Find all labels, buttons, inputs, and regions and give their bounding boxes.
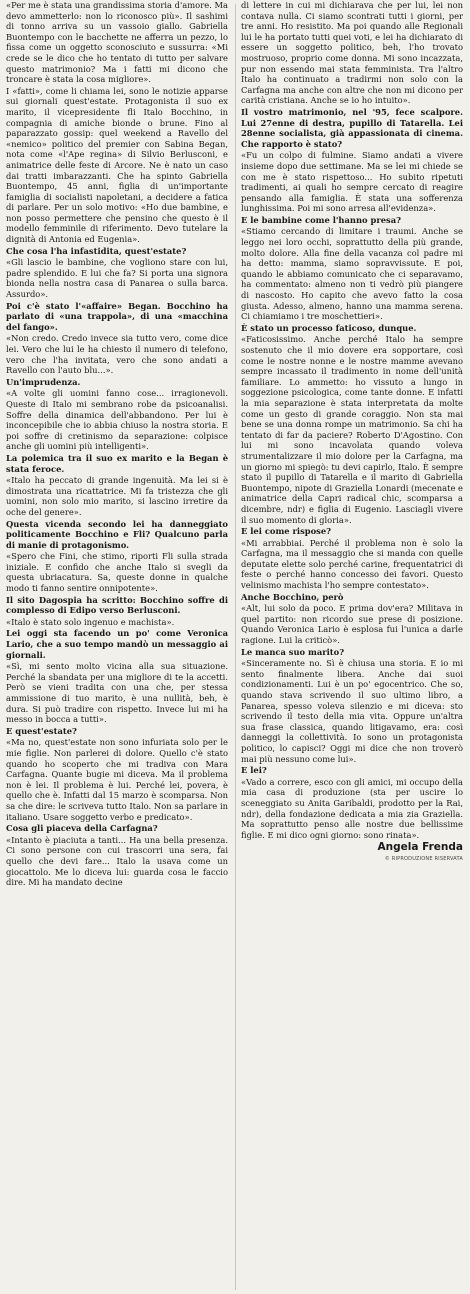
article-paragraph: «Ma no, quest'estate non sono infuriata solo per le mie figlie. Non parlerei di dolore. Quello c'è stato quando ho scoperto che mi tradiva con Mara Carfagna. Quante bugie mi diceva. Ma il problema non è lei. Il problema è lui. Perché lei, povera, è quello che è. Infatti dal 15 marzo è scomparsa. Non sa che dire: le scriveva tutto Italo. Non sa parlare in italiano. Usare soggetto verbo e predicato». <box>6 737 228 822</box>
author-signature: Angela Frenda <box>377 841 463 854</box>
article-paragraph: «Alt, lui solo da poco. E prima dov'era? Militava in quel partito: non ricordo sue prese di posizione. Quando Veronica Lario è esplosa fui l'unica a darle ragione. Lui la criticò». <box>241 603 463 646</box>
article-paragraph: «Gli lascio le bambine, che vogliono stare con lui, padre splendido. E lui che fa? Si porta una signora bionda nella nostra casa di Panarea o sulla barca. Assurdo». <box>6 257 228 300</box>
article-paragraph: «Fu un colpo di fulmine. Siamo andati a vivere insieme dopo due settimane. Ma se lei mi chiede se con me è stato rispettoso... Ho subito ripetuti tradimenti, ai quali ho sempre cercato di reagire pensando alla famiglia. È stata una sofferenza lunghissima. Poi mi sono arresa all'evidenza». <box>241 150 463 214</box>
article-column-left <box>6 0 228 1294</box>
article-paragraph: «Per me è stata una grandissima storia d'amore. Ma devo ammetterlo: non lo riconosco più». Il sashimi di tonno arriva su un vassoio giallo. Gabriella Buontempo con le bacchette ne afferra un pezzo, lo fissa come un oggetto sconosciuto e sussurra: «Mi crede se le dico che ho tentato di tutto per salvare questo matrimonio? Ma i fatti mi dicono che troncare è stata la cosa migliore». <box>6 0 228 85</box>
interview-question: Un'imprudenza. <box>6 376 81 387</box>
article-paragraph: I «fatti», come li chiama lei, sono le notizie apparse sui giornali quest'estate. Protagonista il suo ex marito, il vicepresidente fli Italo Bocchino, in compagnia di amiche bionde o brune. Fino al paparazzato gossip: quel weekend a Ravello del «nemico» politico del premier con Sabina Began, nota come «l'Ape regina» di Silvio Berlusconi, e animatrice delle feste di Arcore. Ne è nato un caso dai tratti imbarazzanti. Che ha spinto Gabriella Buontempo, 45 anni, figlia di un'importante famiglia di socialisti napoletani, a decidere a fatica di parlare. Per un solo motivo: «Ho due bambine, e non posso permettere che pensino che questo è il modello femminile di riferimento. Devo tutelare la dignità di Antonia ed Eugenia». <box>6 85 228 245</box>
copyright-notice: © RIPRODUZIONE RISERVATA <box>384 855 463 862</box>
interview-question: Che cosa l'ha infastidita, quest'estate? <box>6 245 187 256</box>
article-paragraph: «Faticosissimo. Anche perché Italo ha sempre sostenuto che il mio dovere era sopportare, così come le nostre nonne e le nostre mamme avevano sempre incassato il tradimento in nome dell'unità familiare. Lo ammetto: ho vissuto a lungo in soggezione psicologica, come tante donne. E infatti la mia separazione è stata interpretata da molte come un gesto di grande coraggio. Non sta mai bene se una donna rompe un matrimonio. Sa chi ha tentato di far da paciere? Roberto D'Agostino. Con lui mi sono incavolata quando voleva strumentalizzare il mio dolore per la Carfagna, ma un giorno mi spiegò: tu devi capirlo, Italo. È sempre stato il pupillo di Tatarella e il marito di Gabriella Buontempo, nipote di Graziella Lonardi (mecenate e animatrice della Capri radical chic, scomparsa a dicembre, ndr) e figlia di Eugenio. Lasciagli vivere il suo momento di gloria». <box>241 334 463 525</box>
article-paragraph: «Italo è stato solo ingenuo e machista». <box>6 616 175 627</box>
interview-question: Poi c'è stato l'«affaire» Began. Bocchino ha parlato di «una trappola», di una «macchina del fango». <box>6 300 228 332</box>
interview-question: E lei? <box>241 765 267 776</box>
interview-question: La polemica tra il suo ex marito e la Began è stata feroce. <box>6 452 228 474</box>
article-paragraph: «Non credo. Credo invece sia tutto vero, come dice lei. Vero che lui le ha chiesto il numero di telefono, vero che l'ha invitata, vero che sono andati a Ravello con l'auto blu...». <box>6 333 228 376</box>
interview-question: È stato un processo faticoso, dunque. <box>241 322 417 333</box>
article-paragraph: «Spero che Fini, che stimo, riporti Fli sulla strada iniziale. E confido che anche Italo si svegli da questa ubriacatura. Sa, queste donne in qualche modo ti fanno sentire onnipotente». <box>6 551 228 594</box>
article-paragraph: di lettere in cui mi dichiarava che per lui, lei non contava nulla. Ci siamo scontrati tutti i giorni, per tre anni. Ho resistito. Ma poi quando alle Regionali lui le ha portato tutti quei voti, e lei ha dichiarato di essere un soggetto politico, beh, l'ho trovato mostruoso, proprio come donna. Mi sono incazzata, pur non essendo mai stata femminista. Tra l'altro Italo ha continuato a tradirmi non solo con la Carfagna ma anche con altre che non mi dicono per carità cristiana. Anche se io ho intuito». <box>241 0 463 106</box>
article-paragraph: «Intanto è piaciuta a tanti... Ha una bella presenza. Ci sono persone con cui trascorri una sera, fai quello che devi fare... Italo la usava come un giocattolo. Me lo diceva lui: guarda cosa le faccio dire. Mi ha mandato decine <box>6 834 228 888</box>
interview-question: E lei come rispose? <box>241 526 332 537</box>
interview-question: Lei oggi sta facendo un po' come Veronica Lario, che a suo tempo mandò un messaggio ai giornali. <box>6 628 228 660</box>
interview-question: Anche Bocchino, però <box>241 591 344 602</box>
interview-question: E quest'estate? <box>6 725 77 736</box>
article-paragraph: «Sì, mi sento molto vicina alla sua situazione. Perché la sbandata per una migliore di te la accetti. Però se vieni tradita con una che, per stessa ammissione di tuo marito, è una nullità, beh, è dura. Si può tradire con rispetto. Invece lui mi ha messo in bocca a tutti». <box>6 661 228 725</box>
article-paragraph: «Mi arrabbiai. Perché il problema non è solo la Carfagna, ma il messaggio che si manda con quelle deputate elette solo perché carine, frequentatrici di feste o perché hanno concesso dei favori. Questo velinismo machista l'ho sempre contestato». <box>241 537 463 591</box>
article-column-right-text <box>241 0 463 840</box>
article-paragraph: «Stiamo cercando di limitare i traumi. Anche se leggo nei loro occhi, soprattutto della più grande, molto dolore. Alla fine della vacanza col padre mi ha detto: mamma, siamo sopravvissute. E poi, quando le abbiamo comunicato che ci separavamo, ha commentato: almeno non ti vedrò più piangere di nascosto. Ho capito che avevo fatto la cosa giusta. Adesso, almeno, hanno una mamma serena. Ci chiamiamo i tre moschettieri». <box>241 226 463 322</box>
interview-question: Il vostro matrimonio, nel '95, fece scalpore. Lui 27enne di destra, pupillo di Tatarella. Lei 28enne socialista, già appassionata di cinema. Che rapporto è stato? <box>241 106 463 149</box>
article-paragraph: «Sinceramente no. Sì è chiusa una storia. E io mi sento finalmente libera. Anche dai suoi condizionamenti. Lui è un po' egocentrico. Che so, quando stava scrivendo il suo ultimo libro, a Panarea, spesso voleva silenzio e mi diceva: sto scrivendo il testo della mia vita. Oppure un'altra sua frase classica, quando litigavamo, era: così danneggi la collettività. Io sono un protagonista politico, lo capisci? Oggi mi dice che non troverò mai più nessuno come lui». <box>241 658 463 764</box>
interview-question: Questa vicenda secondo lei ha danneggiato politicamente Bocchino e Fli? Qualcuno parla di manie di protagonismo. <box>6 518 228 550</box>
interview-question: Il sito Dagospia ha scritto: Bocchino soffre di complesso di Edipo verso Berlusconi. <box>6 594 228 616</box>
interview-question: Le manca suo marito? <box>241 646 345 657</box>
article-paragraph: «Italo ha peccato di grande ingenuità. Ma lei si è dimostrata una ricattatrice. Mi fa tristezza che gli uomini, non solo mio marito, si lascino irretire da oche del genere». <box>6 475 228 517</box>
column-divider <box>235 4 236 1290</box>
interview-question: E le bambine come l'hanno presa? <box>241 214 402 225</box>
article-paragraph: «Vado a correre, esco con gli amici, mi occupo della mia casa di produzione (sta per uscire lo sceneggiato su Anita Garibaldi, prodotto per la Rai, ndr), della fondazione dedicata a mia zia Graziella. Ma soprattutto penso alle nostre due bellissime figlie. E mi dico ogni giorno: sono rinata». <box>241 776 463 840</box>
article-paragraph: «A volte gli uomini fanno cose... irragionevoli. Queste di Italo mi sembrano robe da psicoanalisi. Soffre della dinamica dell'abbandono. Per lui è inconcepibile che io abbia chiuso la nostra storia. E poi soffre di cretinismo da separazione: colpisce anche gli uomini più intelligenti». <box>6 388 228 452</box>
interview-question: Cosa gli piaceva della Carfagna? <box>6 823 158 834</box>
article-column-right <box>241 0 463 1294</box>
